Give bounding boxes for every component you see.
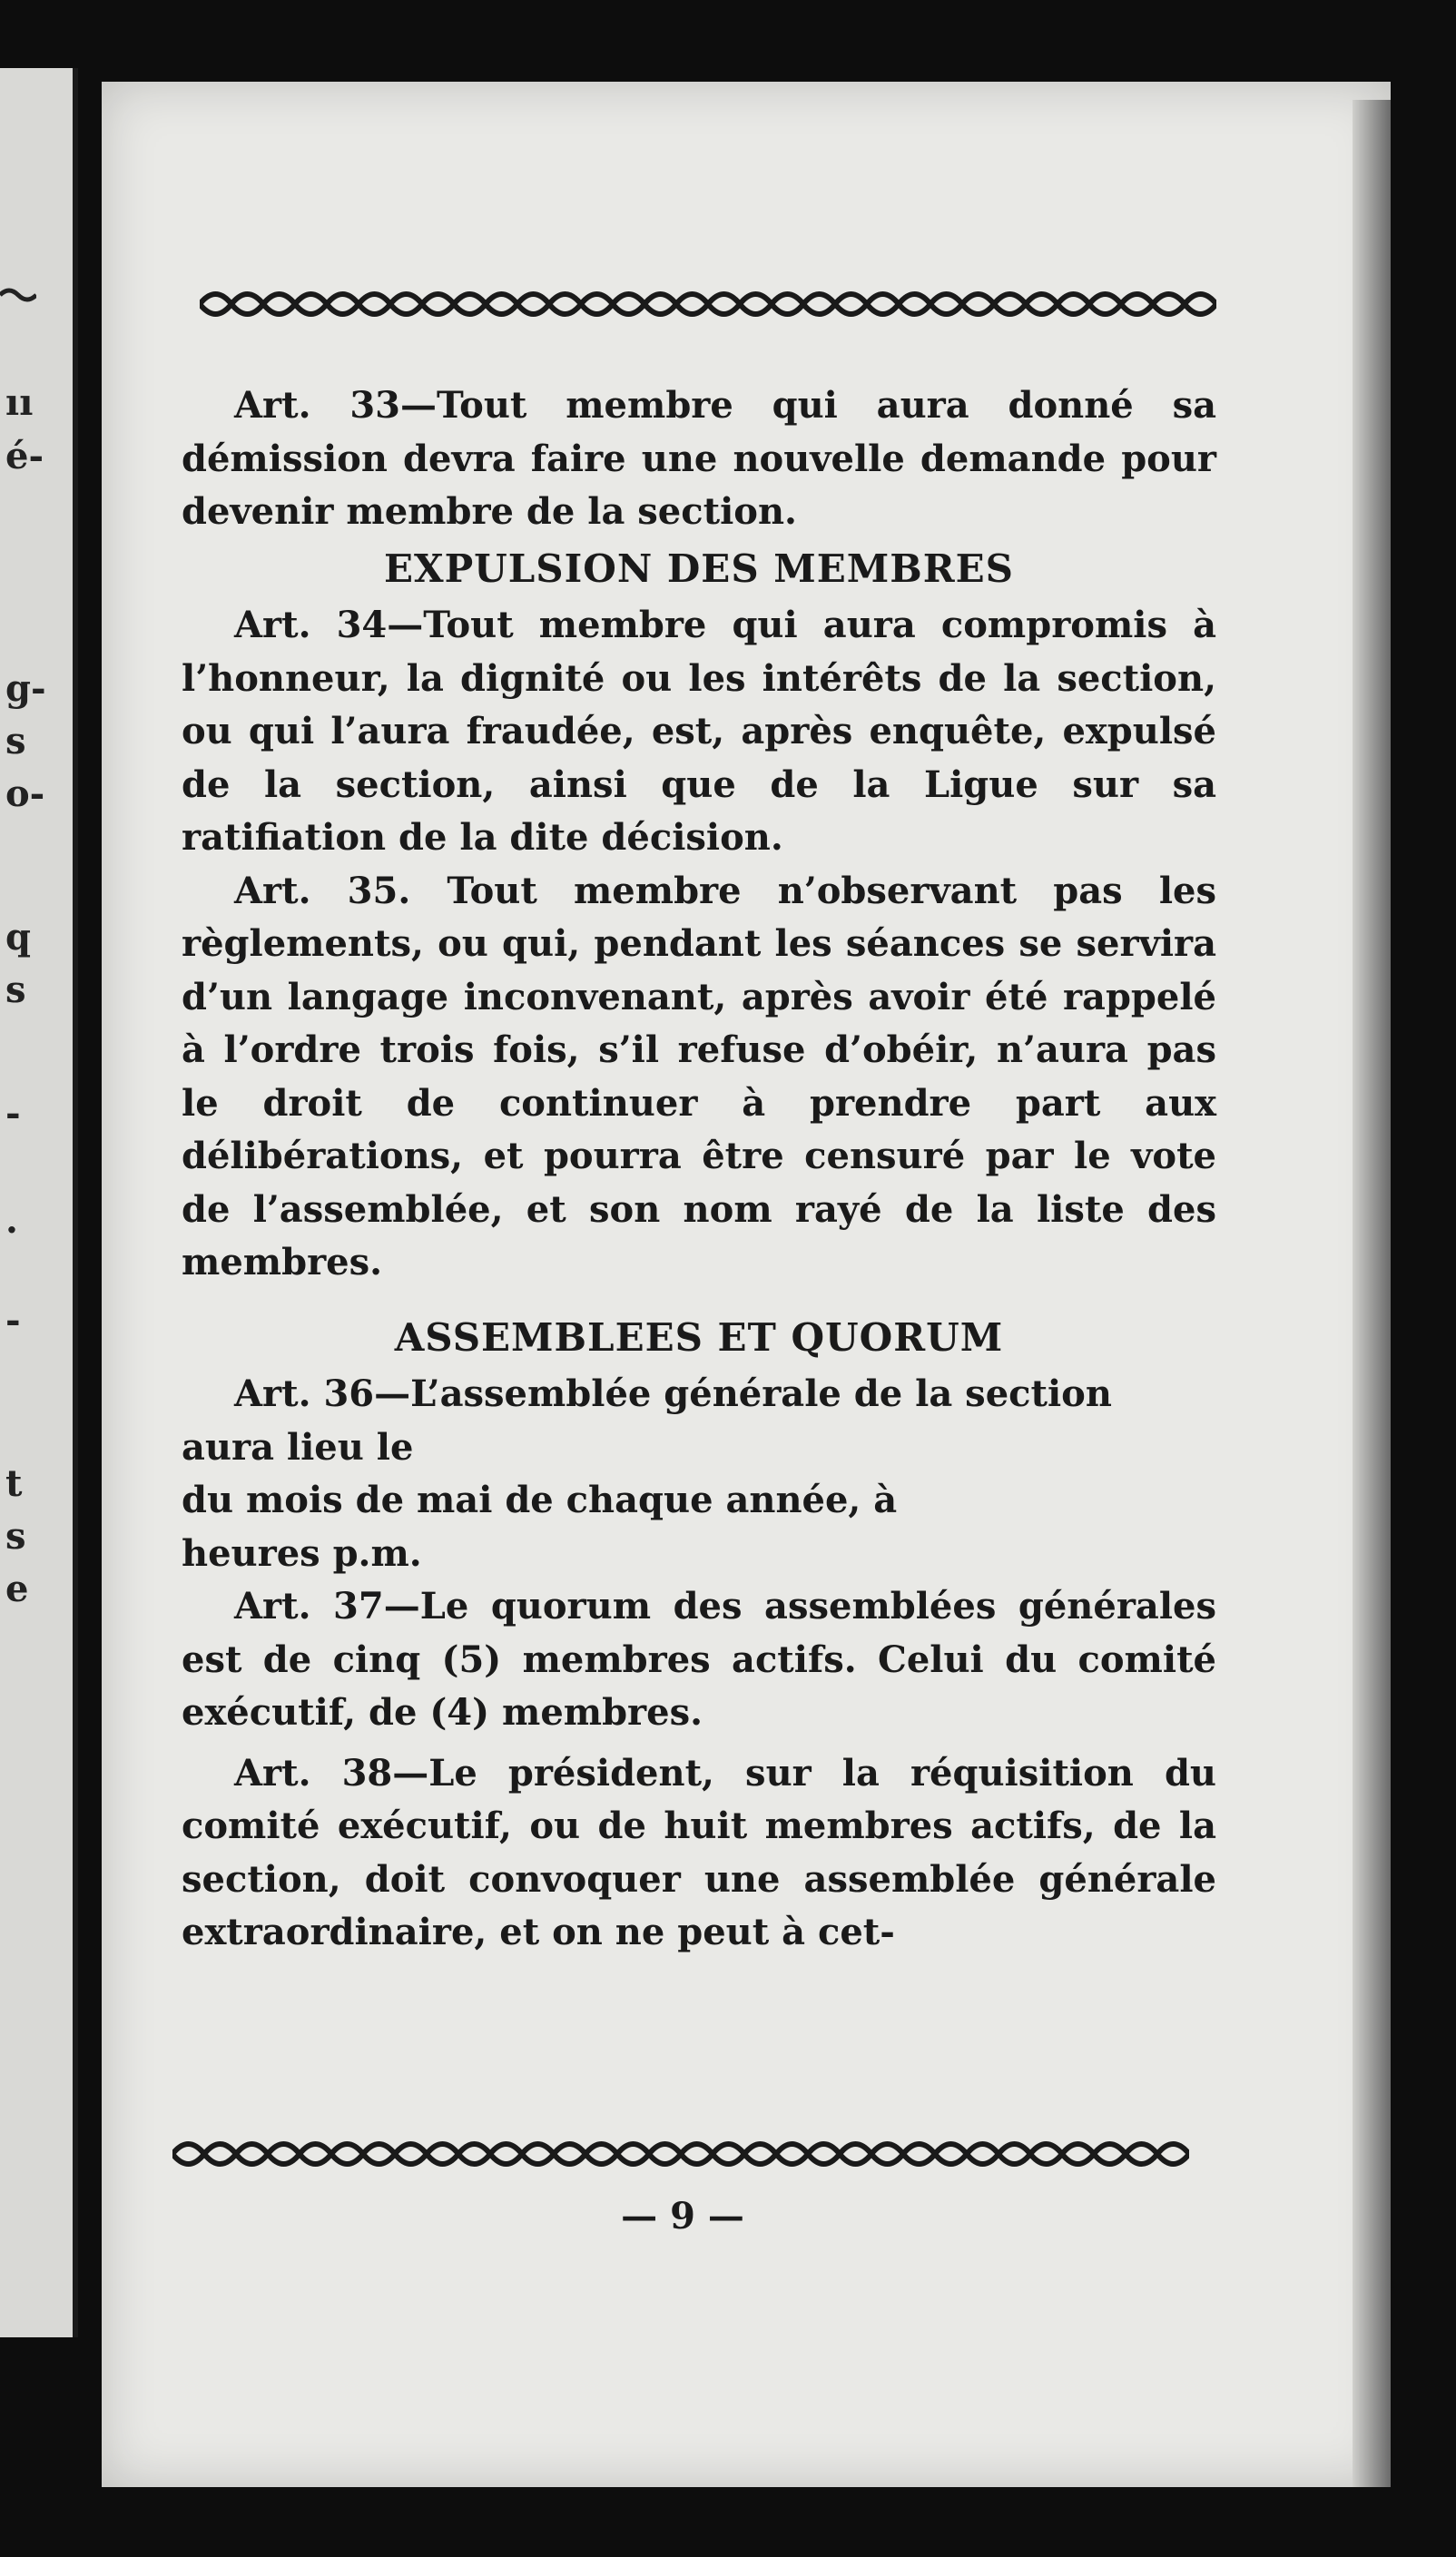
heading-assemblees: ASSEMBLEES ET QUORUM	[394, 1314, 1004, 1360]
article-36-line-1: Art. 36—L’assemblée générale de la section	[234, 1372, 1112, 1415]
page-edge-shadow	[1353, 100, 1391, 2487]
left-page-fragment: s	[5, 969, 26, 1011]
left-page-fragment: .	[5, 1199, 18, 1242]
left-page-fragment: -	[5, 1092, 21, 1135]
top-wave-ornament	[200, 281, 1216, 327]
article-37: Art. 37—Le quorum des assemblées générales est de cinq (5) membres actifs. Celui du comité exécutif, de (4) membres.	[182, 1585, 1216, 1734]
page-number: — 9 —	[621, 2195, 744, 2237]
article-36-line-4: heures p.m.	[182, 1531, 422, 1575]
article-34: Art. 34—Tout membre qui aura compromis à l’honneur, la dignité ou les intérêts de la section, ou qui l’aura fraudée, est, après enquête, expulsé de la section, ainsi que de la Ligue sur sa ratifiation de la dite décision.	[182, 604, 1216, 859]
article-36-line-2: aura lieu le	[182, 1425, 414, 1469]
left-page-fragment: t	[5, 1462, 23, 1505]
left-page-fragment: ıı	[5, 381, 34, 424]
left-page-fragment: e	[5, 1568, 29, 1610]
article-35: Art. 35. Tout membre n’observant pas les règlements, ou qui, pendant les séances se servira d’un langage inconvenant, après avoir été rappelé à l’ordre trois fois, s’il refuse d’obéir, n’aura pas le droit de continuer à prendre part aux délibérations, et pourra être censuré par le vote de l’assemblée, et son nom rayé de la liste des membres.	[182, 869, 1216, 1283]
left-page-fragment: -	[5, 1299, 21, 1342]
article-33: Art. 33—Tout membre qui aura donné sa démission devra faire une nouvelle demande pour devenir membre de la section.	[182, 384, 1216, 533]
left-page-edge	[0, 68, 78, 2337]
heading-expulsion: EXPULSION DES MEMBRES	[383, 546, 1015, 591]
bottom-wave-ornament	[172, 2131, 1189, 2177]
article-38: Art. 38—Le président, sur la réquisition du comité exécutif, ou de huit membres actifs, de la section, doit convoquer une assemblée générale extraordinaire, et on ne peut à cet-	[182, 1751, 1216, 1953]
page-text-body	[182, 379, 1216, 1960]
left-page-fragment: é-	[5, 435, 44, 477]
left-page-fragment: g-	[5, 667, 46, 710]
left-ornament-fragment	[0, 277, 36, 313]
left-page-fragment: s	[5, 720, 26, 762]
left-page-fragment: s	[5, 1515, 26, 1558]
left-page-fragment: o-	[5, 772, 45, 815]
left-page-fragment: q	[5, 916, 31, 959]
article-36-line-3: du mois de mai de chaque année, à	[182, 1479, 898, 1521]
